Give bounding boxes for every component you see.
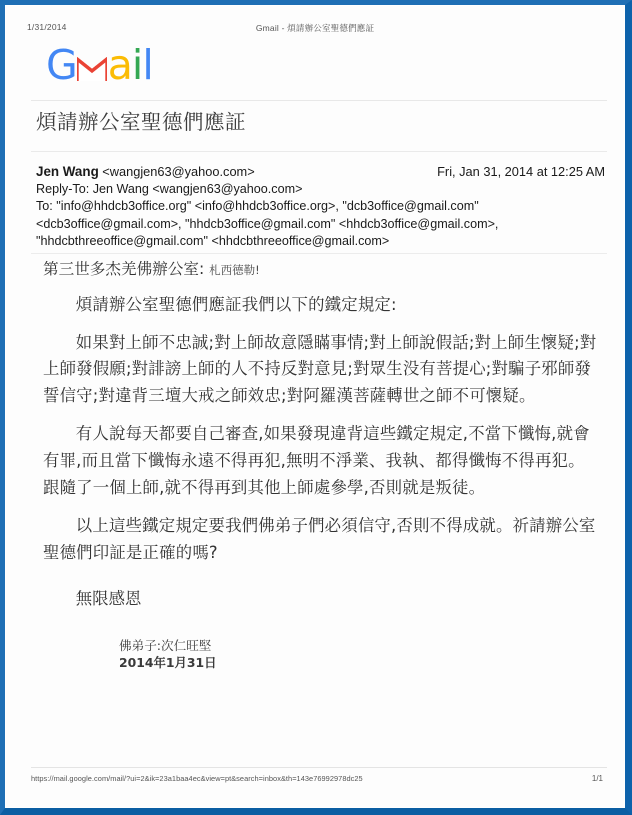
print-header [5,22,625,36]
print-header-title: Gmail - 煩請辦公室聖德們應証 [255,23,375,33]
signature-date: 2014年1月31日 [119,654,217,670]
message-timestamp: Fri, Jan 31, 2014 at 12:25 AM [437,164,605,179]
page-title: 煩請辦公室聖德們應証 [36,110,246,134]
print-date: 1/31/2014 [27,22,67,32]
sender-name: Jen Wang [36,164,99,179]
gmail-logo-letter-g: G [46,41,77,89]
body-paragraph-4: 以上這些鐵定規定要我們佛弟子們必須信守,否則不得成就。祈請辦公室聖德們印証是正確的嗎? [43,516,596,562]
mail-headers [36,163,607,251]
page-sheet [5,5,625,808]
reply-to-line: Reply-To: Jen Wang <wangjen63@yahoo.com> [36,182,303,196]
salutation [43,258,597,281]
recipients-line: To: "info@hhdcb3office.org" <info@hhdcb3office.org>, "dcb3office@gmail.com" <dcb3office@gmail.com>, "hhdcb3office@gmail.com" <hhdcb3office@gmail.com>, "hhdcbthreeoffice@gmail.com" <hhdcbthreeoffice@gmail.com> [36,199,499,249]
headers-divider [31,253,607,254]
gmail-logo-letter-a: a [107,41,132,89]
body-paragraph-1: 煩請辦公室聖德們應証我們以下的鐵定規定: [75,295,397,314]
gmail-logo [46,41,153,89]
message-body [43,258,597,672]
signature-name: 佛弟子:次仁旺堅 [119,638,212,654]
footer-url: https://mail.google.com/mail/?ui=2&ik=23a1baa4ec&view=pt&search=inbox&th=143e76992978dc25 [31,774,363,783]
footer-page-number: 1/1 [591,774,603,783]
salutation-addressee: 第三世多杰羌佛辦公室: [43,260,205,278]
subject-divider [31,151,607,152]
gmail-envelope-icon [77,57,107,81]
salutation-greeting: 札西德勒! [209,263,260,277]
footer-divider [31,767,607,768]
from-row [36,163,607,181]
body-closing: 無限感恩 [75,589,142,609]
logo-divider [31,100,607,101]
gmail-logo-letter-l: l [142,41,153,89]
sender-email: <wangjen63@yahoo.com> [102,164,255,179]
gmail-logo-letter-i: i [131,41,143,89]
signature-block [43,638,597,671]
body-paragraph-3: 有人說每天都要自己審查,如果發現違背這些鐵定規定,不當下懺悔,就會有罪,而且當下懺悔永遠不得再犯,無明不淨業、我執、都得懺悔不得再犯。跟隨了一個上師,就不得再到其他上師處參學,否則就是叛徒。 [43,424,590,497]
body-paragraph-2: 如果對上師不忠誠;對上師故意隱瞞事情;對上師說假話;對上師生懷疑;對上師發假願;對誹謗上師的人不持反對意見;對眾生没有菩提心;對騙子邪師發誓信守;對違背三壇大戒之師效忠;對阿羅漢菩薩轉世之師不可懷疑。 [43,332,597,405]
